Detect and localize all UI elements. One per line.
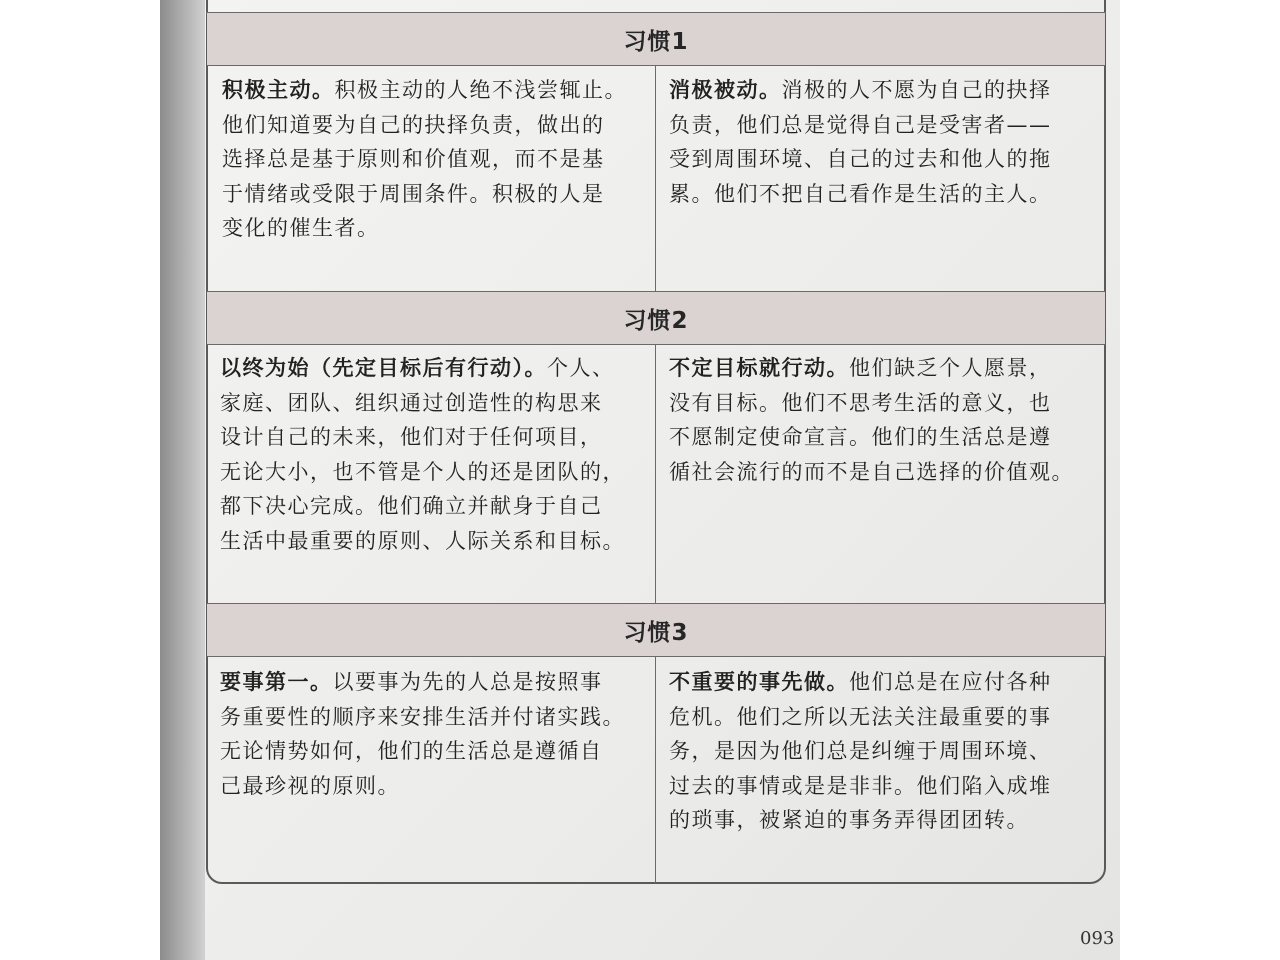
column-divider — [655, 657, 656, 883]
habit-title: 习惯2 — [623, 307, 689, 334]
page-number: 093 — [1080, 928, 1115, 949]
habit-1-effective-text: 积极主动。积极主动的人绝不浅尝辄止。 他们知道要为自己的抉择负责，做出的 选择总是基于原则和价值观，而不是基 于情绪或受限于周围条件。积极的人是 变化的催生者。 — [222, 78, 627, 240]
habit-header-2 — [207, 291, 1105, 345]
habit-header-1 — [207, 12, 1105, 66]
habit-3-ineffective-text: 不重要的事先做。他们总是在应付各种 危机。他们之所以无法关注最重要的事 务，是因为他们总是纠缠于周围环境、 过去的事情或是是非非。他们陷入成堆 的琐事，被紧迫的事务弄得团团转。 — [669, 670, 1052, 832]
cell-lead: 要事第一。 — [220, 670, 333, 694]
habit-1-ineffective-text: 消极被动。消极的人不愿为自己的抉择 负责，他们总是觉得自己是受害者—— 受到周围环境、自己的过去和他人的拖 累。他们不把自己看作是生活的主人。 — [669, 78, 1052, 206]
cell-lead: 不定目标就行动。 — [669, 356, 849, 380]
habit-title: 习惯3 — [623, 619, 689, 646]
cell-lead: 不重要的事先做。 — [669, 670, 849, 694]
cell-lead: 积极主动。 — [222, 78, 335, 102]
habit-title: 习惯1 — [623, 28, 689, 55]
column-divider — [655, 345, 656, 603]
cell-lead: 以终为始（先定目标后有行动）。 — [220, 356, 547, 380]
habit-2-effective-text: 以终为始（先定目标后有行动）。个人、 家庭、团队、组织通过创造性的构思来 设计自己的未来，他们对于任何项目， 无论大小，也不管是个人的还是团队的， 都下决心完成。他们确立并献身于自己 生活中最重要的原则、人际关系和目标。 — [220, 356, 625, 553]
habit-header-3 — [207, 603, 1105, 657]
book-gutter-shadow — [160, 0, 208, 960]
habit-3-effective-text: 要事第一。以要事为先的人总是按照事 务重要性的顺序来安排生活并付诸实践。 无论情势如何，他们的生活总是遵循自 己最珍视的原则。 — [220, 670, 625, 798]
cell-lead: 消极被动。 — [669, 78, 782, 102]
habit-2-ineffective-text: 不定目标就行动。他们缺乏个人愿景， 没有目标。他们不思考生活的意义，也 不愿制定使命宣言。他们的生活总是遵 循社会流行的而不是自己选择的价值观。 — [669, 356, 1074, 484]
column-divider — [655, 66, 656, 291]
